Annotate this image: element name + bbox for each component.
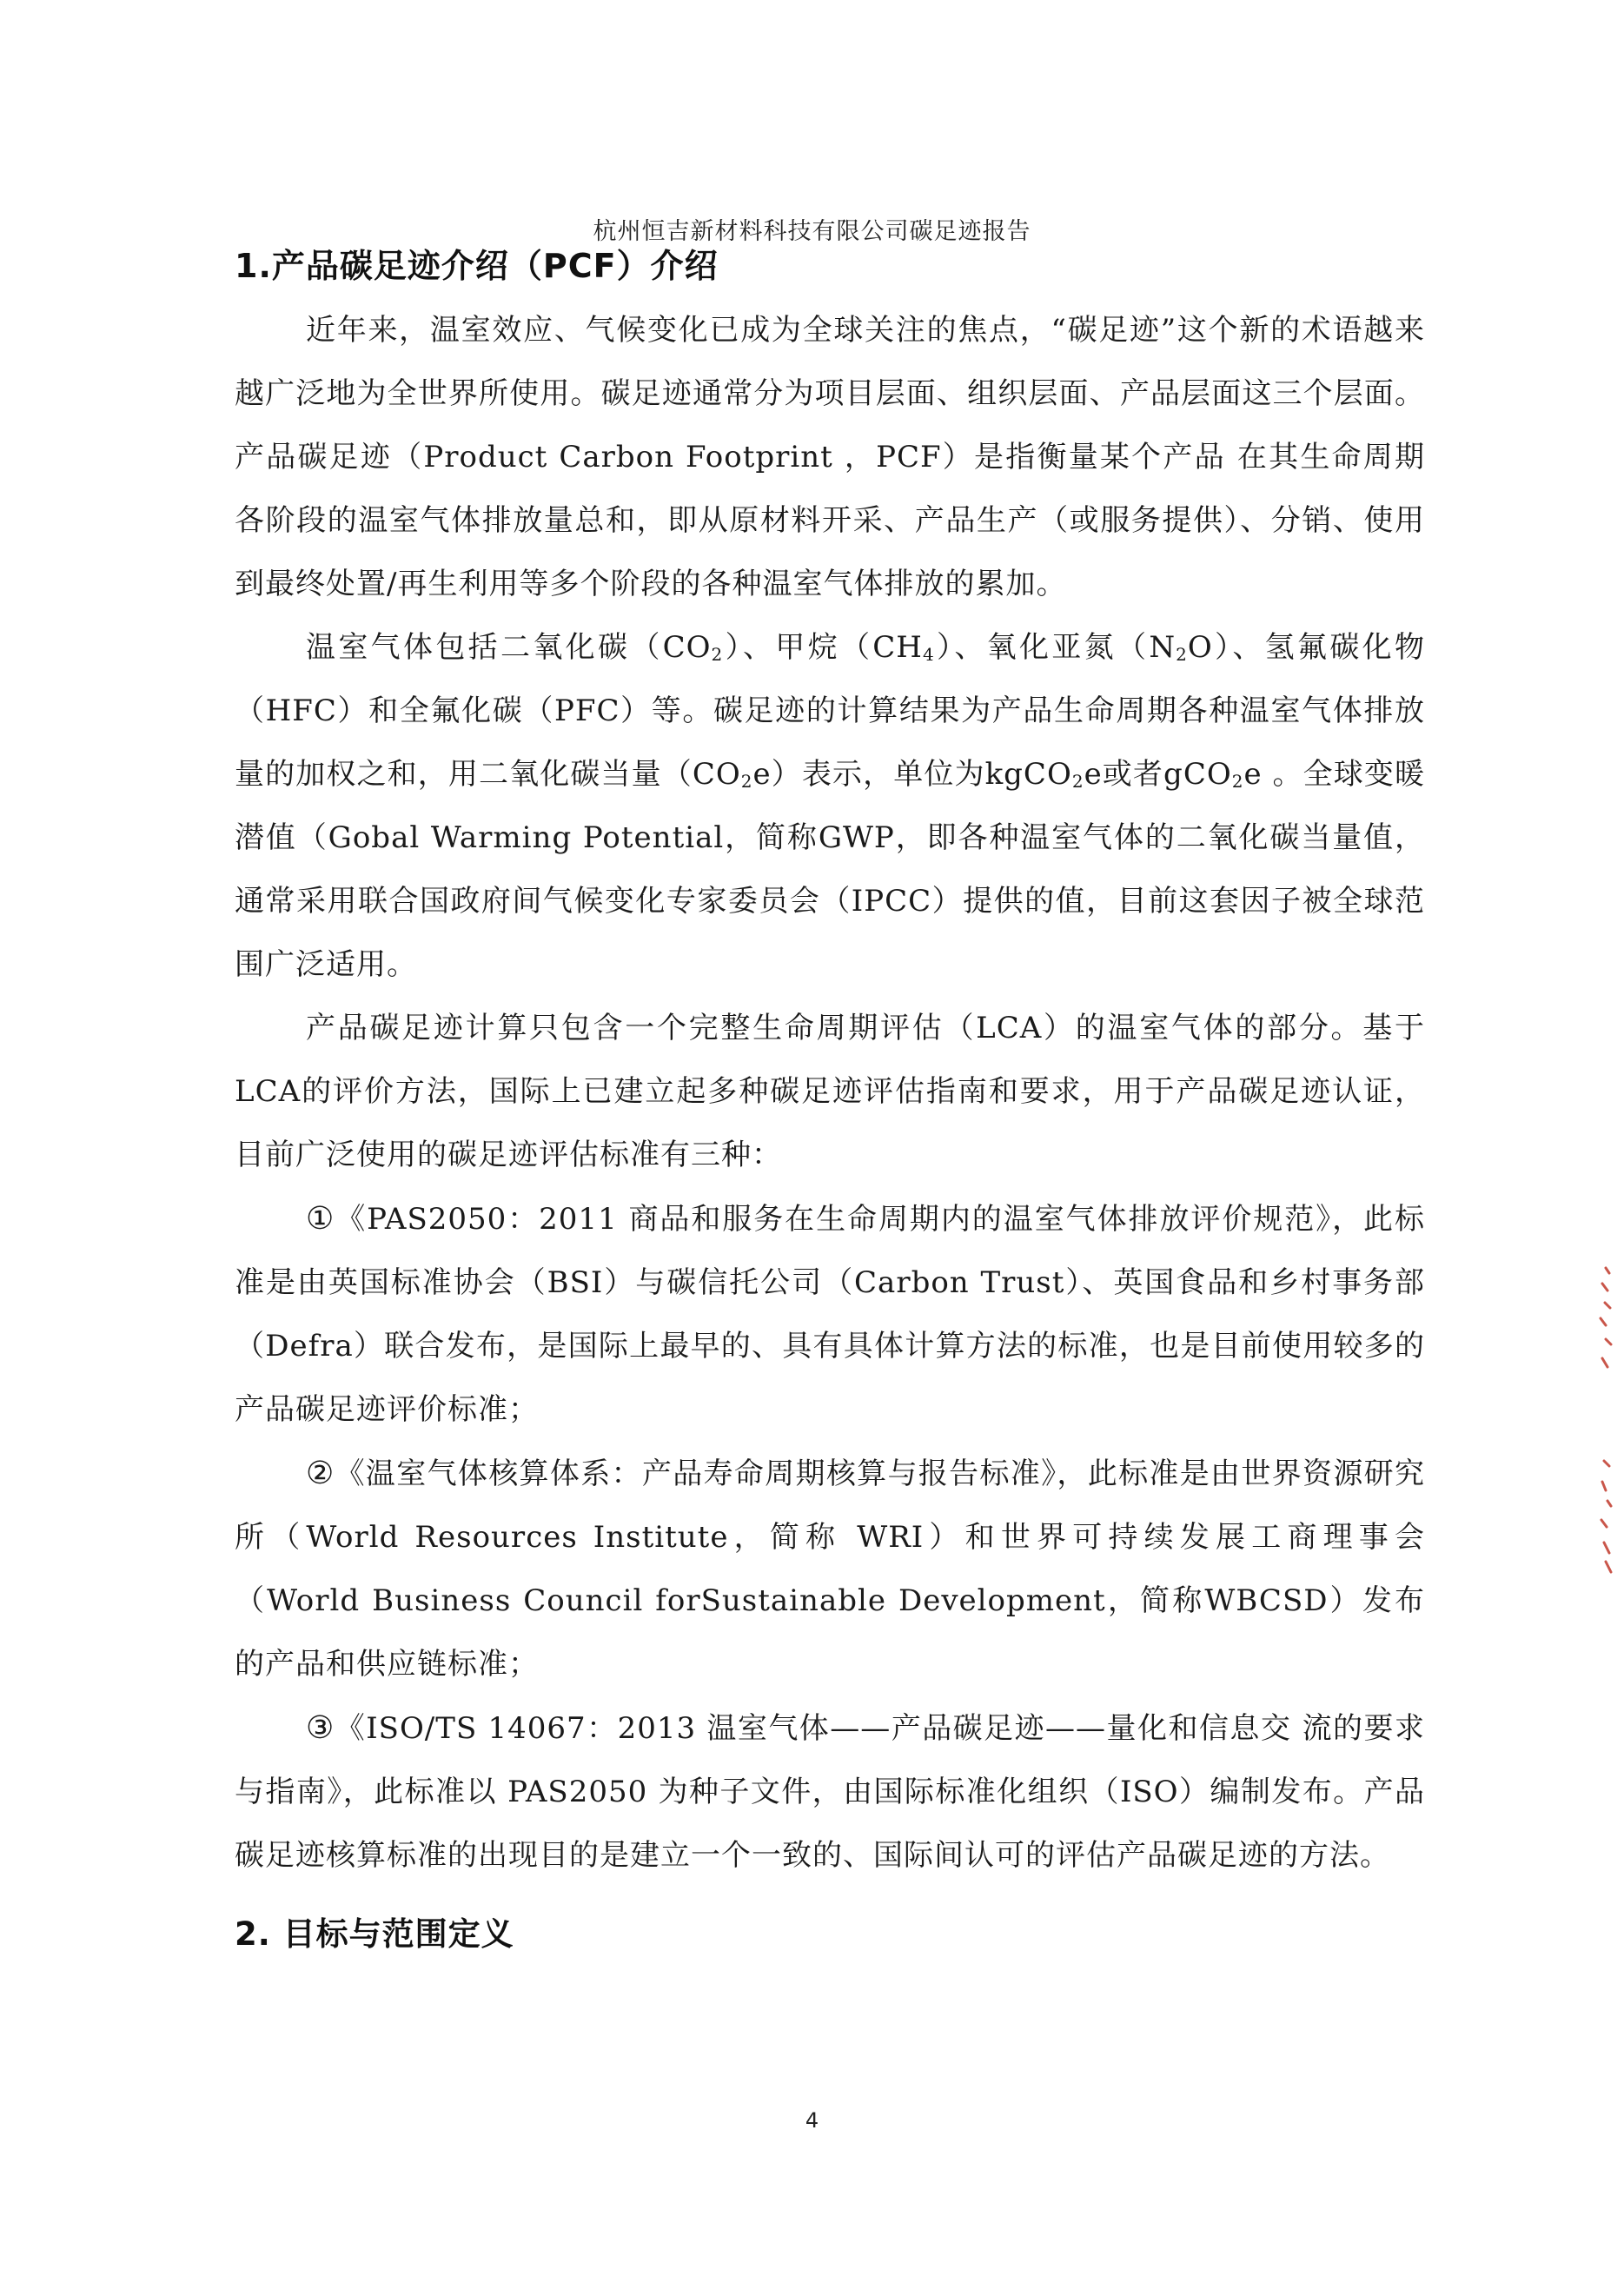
seal-stamp-edge-icon bbox=[1597, 1264, 1614, 1386]
subscript: 2 bbox=[711, 644, 724, 665]
running-header: 杭州恒吉新材料科技有限公司碳足迹报告 bbox=[593, 218, 1031, 245]
item-text: 《PAS2050：2011 商品和服务在生命周期内的温室气体排放评价规范》，此标准是由英国标准协会（BSI）与碳信托公司（Carbon Trust）、英国食品和乡村事务部（Defra）联合发布，是国际上最早的、具有具体计算方法的标准，也是目前使用较多的产品碳足迹评价标准； bbox=[235, 1202, 1425, 1427]
item-marker: ② bbox=[306, 1456, 335, 1491]
text-run: O）、氢氟碳化物（HFC）和全氟化碳（PFC）等。碳足迹的计算结果为产品生命周期各种温室气体排放量的加权之和，用二氧化碳当量（CO bbox=[235, 630, 1426, 792]
seal-stamp-edge-mark bbox=[1597, 1456, 1614, 1579]
item-text: 《温室气体核算体系：产品寿命周期核算与报告标准》，此标准是由世界资源研究所（World Resources Institute，简称 WRI）和世界可持续发展工商理事会 （World Business Council forSustainable Development，简称WBCSD）发布的产品和供应链标准； bbox=[235, 1457, 1425, 1682]
seal-stamp-edge-mark bbox=[1597, 1264, 1614, 1388]
paragraph-intro: 近年来，温室效应、气候变化已成为全球关注的焦点，“碳足迹”这个新的术语越来越广泛地为全世界所使用。碳足迹通常分为项目层面、组织层面、产品层面这三个层面。产品碳足迹（Product Carbon Footprint ，PCF）是指衡量某个产品 在其生命周期各阶段的温室气体排放量总和，即从原材料开采、产品生产（或服务提供）、分销、使用到最终处置/再生利用等多个阶段的各种温室气体排放的累加。 bbox=[235, 313, 1425, 601]
paragraph-greenhouse-gases bbox=[235, 616, 1425, 997]
item-marker: ③ bbox=[306, 1710, 335, 1746]
text-run: e或者gCO bbox=[1084, 757, 1232, 792]
item-text: 《ISO/TS 14067：2013 温室气体——产品碳足迹——量化和信息交 流的要求与指南》，此标准以 PAS2050 为种子文件，由国际标准化组织（ISO）编制发布。产品碳足迹核算标准的出现目的是建立一个一致的、国际间认可的评估产品碳足迹的方法。 bbox=[235, 1711, 1425, 1873]
standard-item-2 bbox=[235, 1442, 1425, 1696]
section-heading-2: 2. 目标与范围定义 bbox=[235, 1915, 514, 1953]
paragraph-lca: 产品碳足迹计算只包含一个完整生命周期评估（LCA）的温室气体的部分。基于LCA的评价方法，国际上已建立起多种碳足迹评估指南和要求，用于产品碳足迹认证，目前广泛使用的碳足迹评估标准有三种： bbox=[235, 1011, 1425, 1172]
subscript: 2 bbox=[1176, 644, 1188, 665]
item-marker: ① bbox=[306, 1201, 336, 1237]
text-run: e 。全球变暖潜值（Gobal Warming Potential，简称GWP，即各种温室气体的二氧化碳当量值，通常采用联合国政府间气候变化专家委员会（IPCC）提供的值，目前这套因子被全球范围广泛适用。 bbox=[235, 757, 1425, 982]
section-heading-1: 1.产品碳足迹介绍（PCF）介绍 bbox=[235, 247, 719, 285]
text-run: ）、氧化亚氮（N bbox=[934, 630, 1177, 665]
standard-item-3 bbox=[235, 1696, 1425, 1888]
page-number: 4 bbox=[805, 2108, 819, 2133]
seal-stamp-edge-icon bbox=[1597, 1456, 1614, 1577]
subscript: 2 bbox=[1231, 771, 1244, 792]
text-run: ）、甲烷（CH bbox=[723, 630, 923, 665]
text-run: 温室气体包括二氧化碳（CO bbox=[306, 630, 712, 665]
page-content bbox=[235, 242, 1425, 1959]
subscript: 2 bbox=[740, 771, 753, 792]
subscript: 4 bbox=[922, 644, 935, 665]
standard-item-1 bbox=[235, 1187, 1425, 1442]
text-run: e）表示，单位为kgCO bbox=[752, 757, 1072, 792]
subscript: 2 bbox=[1071, 771, 1084, 792]
